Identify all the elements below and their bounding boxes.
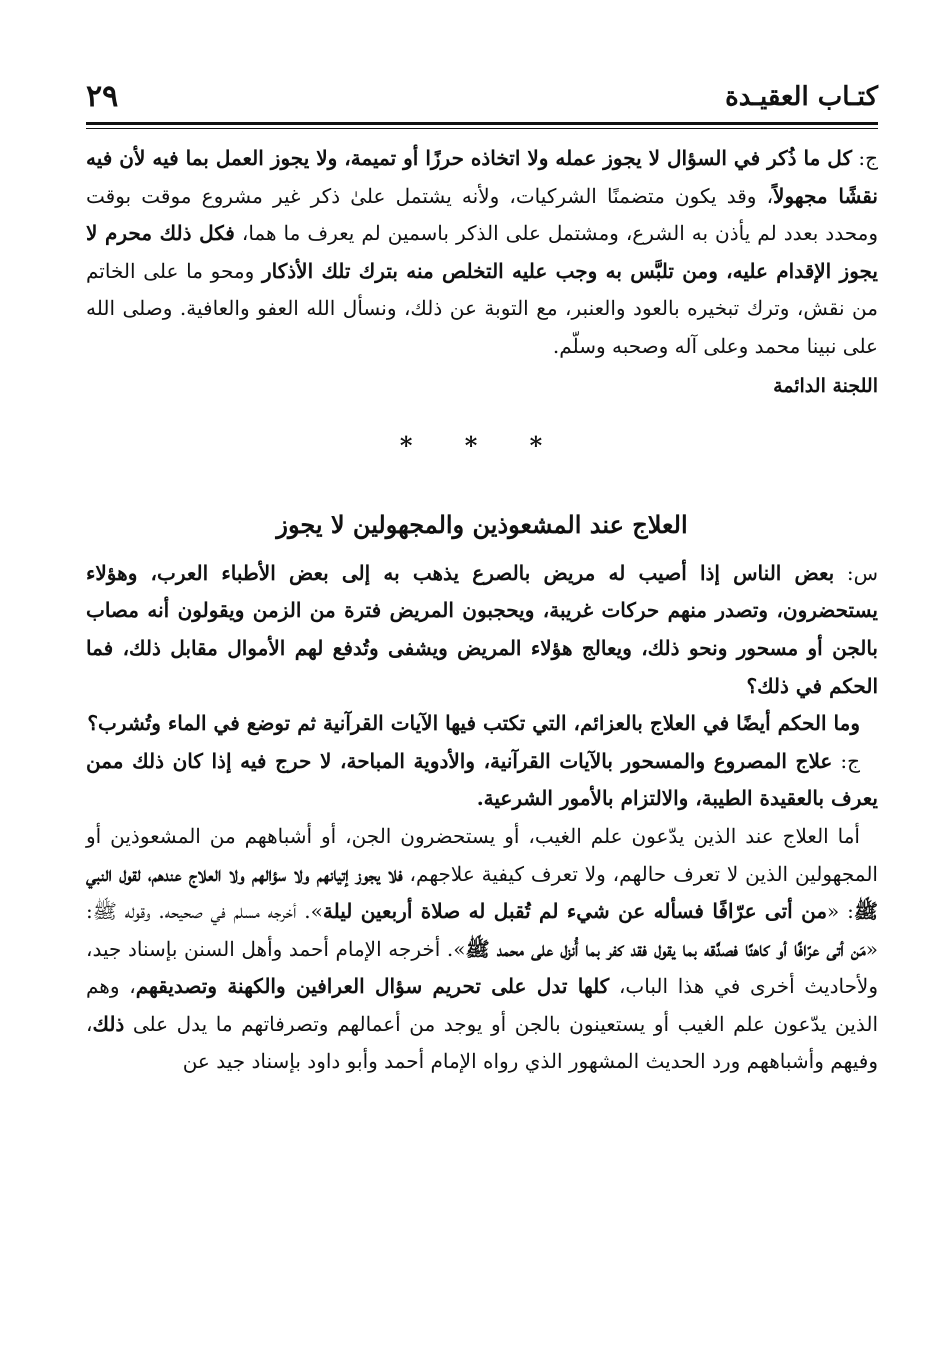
page-number: ٢٩ (86, 79, 119, 114)
body-text: ». أخرجه مسلم في صحيحه. وقوله ﷺ: « (86, 899, 879, 961)
question-text-bold: وما الحكم أيضًا في العلاج بالعزائم، التي تكتب فيها الآيات القرآنية ثم توضع في الماء وتُشرب؟ (87, 711, 860, 736)
page-header (86, 78, 878, 116)
question-paragraph-2 (86, 705, 878, 743)
body-text: : « (827, 899, 854, 924)
question-text-bold: بعض الناس إذا أصيب له مريض بالصرع يذهب به إلى بعض الأطباء العرب، وهؤلاء يستحضرون، وتصدر منهم حركات غريبة، ويحجبون المريض فترة من الزمن ويقولون أنه مصاب بالجن أو مسحور ونحو ذلك، ويعالج هؤلاء المريض ويشفى وتُدفع لهم الأموال مقابل ذلك، فما الحكم في ذلك؟ (86, 560, 878, 698)
question-paragraph (86, 555, 878, 705)
body-text: أما العلاج عند الذين يدّعون علم الغيب، أو يستحضرون الجن، أو أشباههم من المشعوذين أو المجهولين الذين لا تعرف حالهم، ولا تعرف كيفية علاجهم، (86, 823, 878, 886)
answer-paragraph-1 (86, 140, 878, 366)
answer-text: ومحو ما على الخاتم من نقش، وترك تبخيره بالعود والعنبر، مع التوبة عن ذلك، ونسأل الله العفو والعافية. وصلى الله على نبينا محمد وعلى آله وصحبه وسلّم. (86, 258, 878, 358)
body-text: ، وهم الذين يدّعون علم الغيب أو يستعينون بالجن أو يوجد من أعمالهم وتصرفاتهم ما يدل على (86, 974, 878, 1036)
answer-paragraph-2 (86, 743, 878, 818)
section-title: العلاج عند المشعوذين والمجهولين لا يجوز (276, 509, 688, 539)
body-text: ». أخرجه الإمام أحمد وأهل السنن بإسناد جيد، ولأحاديث أخرى في هذا الباب، (86, 936, 878, 999)
header-rule-thick (86, 122, 878, 125)
answer-prefix: ج: (832, 748, 860, 773)
answer-text-bold: علاج المصروع والمسحور بالآيات القرآنية، والأدوية المباحة، لا حرج فيه إذا كان ذلك ممن يعرف بالعقيدة الطيبة، والالتزام بالأمور الشرعية. (86, 748, 878, 811)
section-separator: * * * (399, 431, 565, 461)
hadith-quote: من أتى عرّافًا فسأله عن شيء لم تُقبل له صلاة أربعين ليلة (322, 899, 828, 924)
answer-prefix: ج: (851, 146, 878, 170)
answer-text-bold: كل ما ذُكر في السؤال لا يجوز عمله ولا اتخاذه حرزًا أو تميمة، ولا يجوز العمل بما فيه لأن فيه نقشًا مجهولاً (86, 146, 878, 208)
body-paragraph-3 (86, 818, 878, 1081)
body-text-bold: ذلك (92, 1011, 125, 1036)
body-text: ، وفيهم وأشباههم ورد الحديث المشهور الذي رواه الإمام أحمد وأبو داود بإسناد جيد عن (86, 1011, 878, 1074)
body-text-bold: كلها تدل على تحريم سؤال العرافين والكهنة وتصديقهم (135, 974, 610, 999)
hadith-quote: مَن أتى عرّافًا أو كاهنًا فصدَّقه بما يقول فقد كفر بما أُنزل على محمد ﷺ (465, 936, 866, 961)
answer-text-bold: فكل ذلك محرم لا يجوز الإقدام عليه، ومن تلبَّس به وجب عليه التخلص منه بترك تلك الأذكار (86, 221, 878, 283)
body-text-bold: فلا يجوز إتيانهم ولا سؤالهم ولا العلاج عندهم، لقول النبي ﷺ (86, 861, 878, 924)
answer-text: ، وقد يكون متضمنًا الشركيات، ولأنه يشتمل علىٰ ذكر غير مشروع موقت بوقت ومحدد بعدد لم يأذن به الشرع، ومشتمل على الذكر باسمين لم يعرف ما هما، (86, 183, 878, 246)
header-rule-thin (86, 128, 878, 129)
book-title: كتـاب العقيـدة (725, 82, 878, 112)
page-body (86, 140, 878, 1081)
question-prefix: س: (834, 560, 878, 585)
signature: اللجنة الدائمة (773, 374, 878, 397)
